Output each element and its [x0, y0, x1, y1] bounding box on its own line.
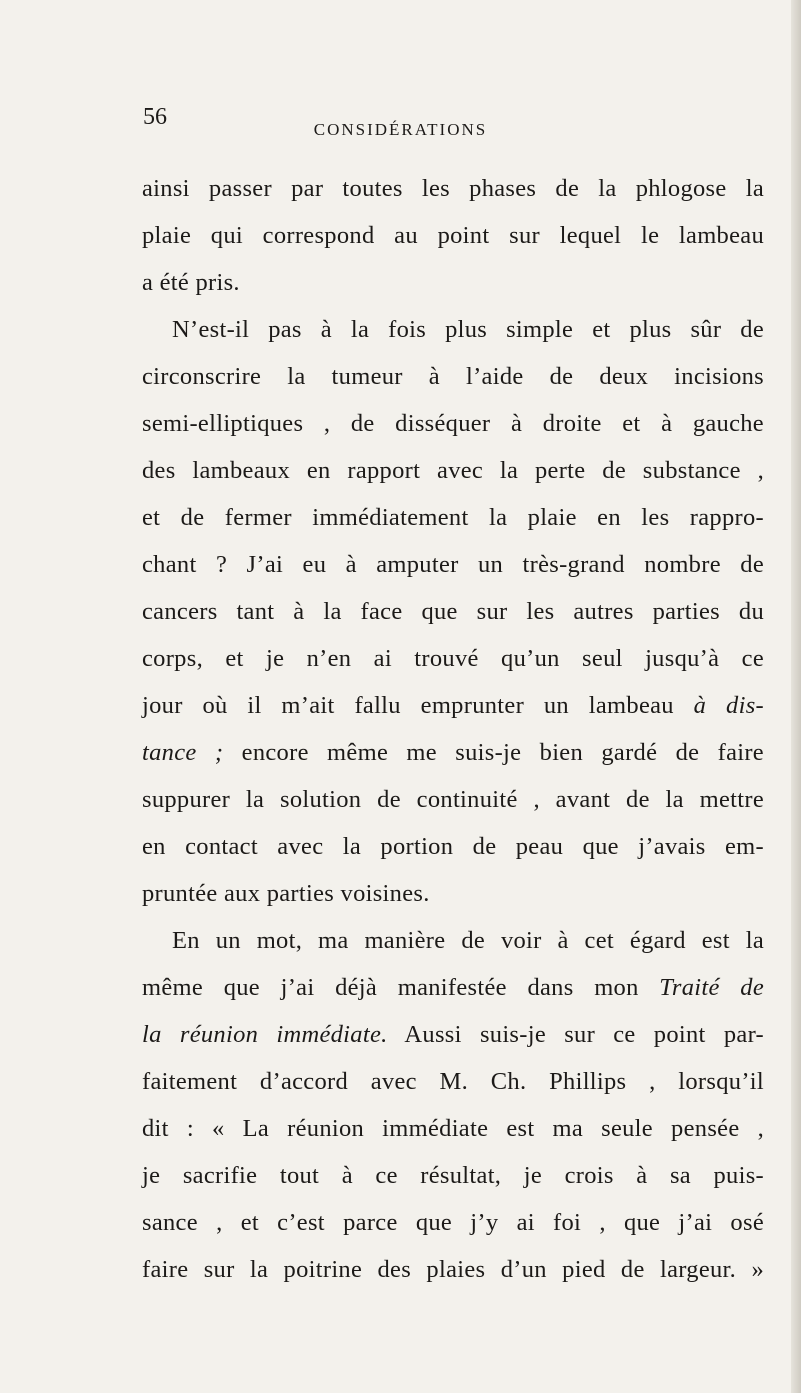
text-line: et de fermer immédiatement la plaie en les rappro-	[142, 504, 764, 531]
text-line: je sacrifie tout à ce résultat, je crois à sa puis-	[142, 1162, 764, 1189]
text-segment: jour où il m’ait fallu emprunter un lambeau	[142, 692, 674, 719]
italic-segment: à dis-	[693, 692, 764, 719]
italic-segment: la réunion immédiate.	[142, 1021, 388, 1048]
text-line: circonscrire la tumeur à l’aide de deux incisions	[142, 363, 764, 390]
body-text	[142, 165, 764, 1293]
text-line: dit : « La réunion immédiate est ma seule pensée ,	[142, 1115, 764, 1142]
text-line: plaie qui correspond au point sur lequel le lambeau	[142, 222, 764, 249]
paragraph-start-line: En un mot, ma manière de voir à cet égard est la	[172, 927, 764, 954]
text-line: semi-elliptiques , de disséquer à droite et à gauche	[142, 410, 764, 437]
paragraph-start-line: N’est-il pas à la fois plus simple et plus sûr de	[172, 316, 764, 343]
text-line: faitement d’accord avec M. Ch. Phillips , lorsqu’il	[142, 1068, 764, 1095]
italic-segment: Traité de	[659, 974, 764, 1001]
text-line: a été pris.	[142, 269, 240, 296]
text-line: sance , et c’est parce que j’y ai foi , que j’ai osé	[142, 1209, 764, 1236]
text-line: cancers tant à la face que sur les autres parties du	[142, 598, 764, 625]
text-segment: encore même me suis-je bien gardé de faire	[241, 739, 764, 766]
text-line: faire sur la poitrine des plaies d’un pied de largeur. »	[142, 1256, 764, 1283]
text-line-mixed	[142, 964, 764, 1011]
text-line: chant ? J’ai eu à amputer un très-grand nombre de	[142, 551, 764, 578]
text-line: des lambeaux en rapport avec la perte de substance ,	[142, 457, 764, 484]
text-line: ainsi passer par toutes les phases de la phlogose la	[142, 175, 764, 202]
page-number: 56	[143, 104, 167, 130]
text-line: suppurer la solution de continuité , avant de la mettre	[142, 786, 764, 813]
text-line-mixed	[142, 1011, 764, 1058]
text-segment: Aussi suis-je sur ce point par-	[404, 1021, 765, 1048]
text-line: en contact avec la portion de peau que j’avais em-	[142, 833, 764, 860]
text-line: corps, et je n’en ai trouvé qu’un seul jusqu’à ce	[142, 645, 764, 672]
text-line: pruntée aux parties voisines.	[142, 880, 430, 907]
text-segment: même que j’ai déjà manifestée dans mon	[142, 974, 639, 1001]
text-line-mixed	[142, 729, 764, 776]
page-edge-shadow	[791, 0, 801, 1393]
running-head: CONSIDÉRATIONS	[313, 120, 488, 139]
text-line-mixed	[142, 682, 764, 729]
italic-segment: tance ;	[142, 739, 224, 766]
